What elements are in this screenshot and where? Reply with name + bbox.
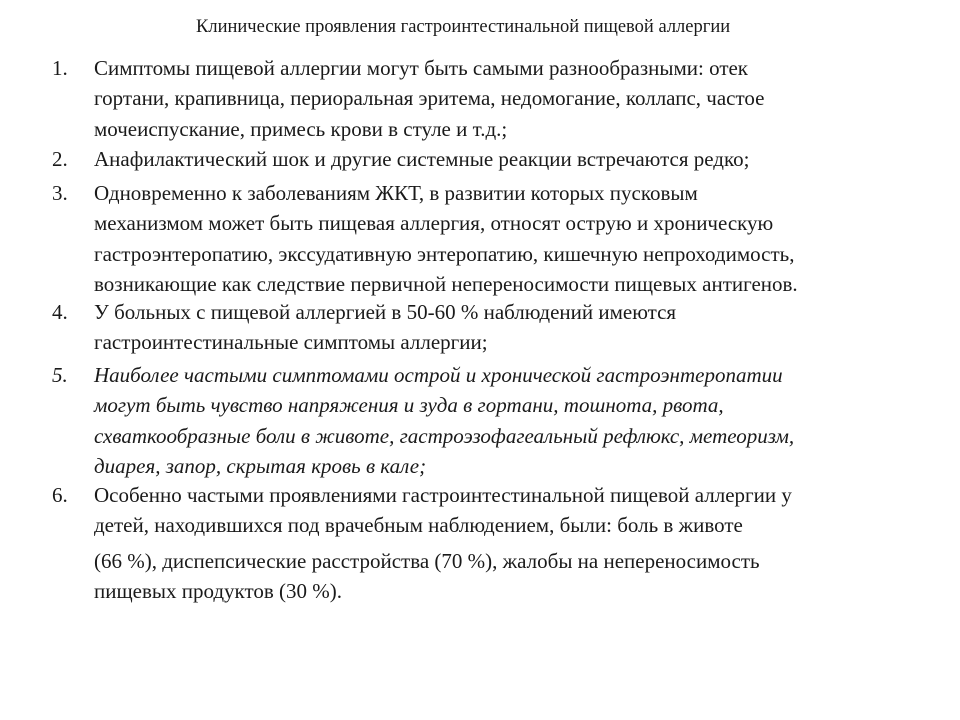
list-item-number: 4.: [52, 300, 68, 324]
list-item-line: гастроинтестинальные симптомы аллергии;: [94, 330, 488, 355]
list-item-line: гортани, крапивница, периоральная эритема, недомогание, коллапс, частое: [94, 86, 765, 111]
slide-title: Клинические проявления гастроинтестинальной пищевой аллергии: [196, 17, 731, 37]
list-item: [52, 178, 924, 299]
list-item-line: Наиболее частыми симптомами острой и хронической гастроэнтеропатии: [94, 363, 783, 387]
list-item: [52, 144, 924, 174]
list-item-line: Одновременно к заболеваниям ЖКТ, в развитии которых пусковым: [94, 181, 698, 205]
list-item-number: 6.: [52, 483, 68, 507]
list-item-line: детей, находившихся под врачебным наблюдением, были: боль в животе: [94, 513, 743, 538]
list-item-line: диарея, запор, скрытая кровь в кале;: [94, 453, 427, 478]
list-item: [52, 53, 924, 144]
list-item-number: 3.: [52, 181, 68, 205]
list-item-line: Особенно частыми проявлениями гастроинтестинальной пищевой аллергии у: [94, 483, 792, 507]
list-item: [52, 360, 924, 481]
list-item-line: схваткообразные боли в животе, гастроэзофагеальный рефлюкс, метеоризм,: [94, 423, 795, 448]
list-item-line: могут быть чувство напряжения и зуда в гортани, тошнота, рвота,: [94, 393, 724, 418]
list-item: [52, 480, 924, 606]
list-item: [52, 297, 924, 358]
list-item-number: 5.: [52, 363, 68, 387]
list-item-line: У больных с пищевой аллергией в 50-60 % наблюдений имеются: [94, 300, 677, 324]
list-item-line: пищевых продуктов (30 %).: [94, 578, 343, 603]
list-item-line: мочеиспускание, примесь крови в стуле и т.д.;: [94, 116, 508, 141]
list-item-number: 2.: [52, 147, 68, 171]
list-item-line: гастроэнтеропатию, экссудативную энтеропатию, кишечную непроходимость,: [94, 241, 795, 266]
list-item-number: 1.: [52, 56, 68, 80]
list-item-line: Анафилактический шок и другие системные реакции встречаются редко;: [94, 147, 750, 171]
list-item-line: механизмом может быть пищевая аллергия, относят острую и хроническую: [94, 211, 774, 236]
list-item-line: Симптомы пищевой аллергии могут быть самыми разнообразными: отек: [94, 56, 749, 80]
list-item-line: возникающие как следствие первичной непереносимости пищевых антигенов.: [94, 271, 798, 296]
list-item-line: (66 %), диспепсические расстройства (70 %), жалобы на непереносимость: [94, 548, 760, 573]
